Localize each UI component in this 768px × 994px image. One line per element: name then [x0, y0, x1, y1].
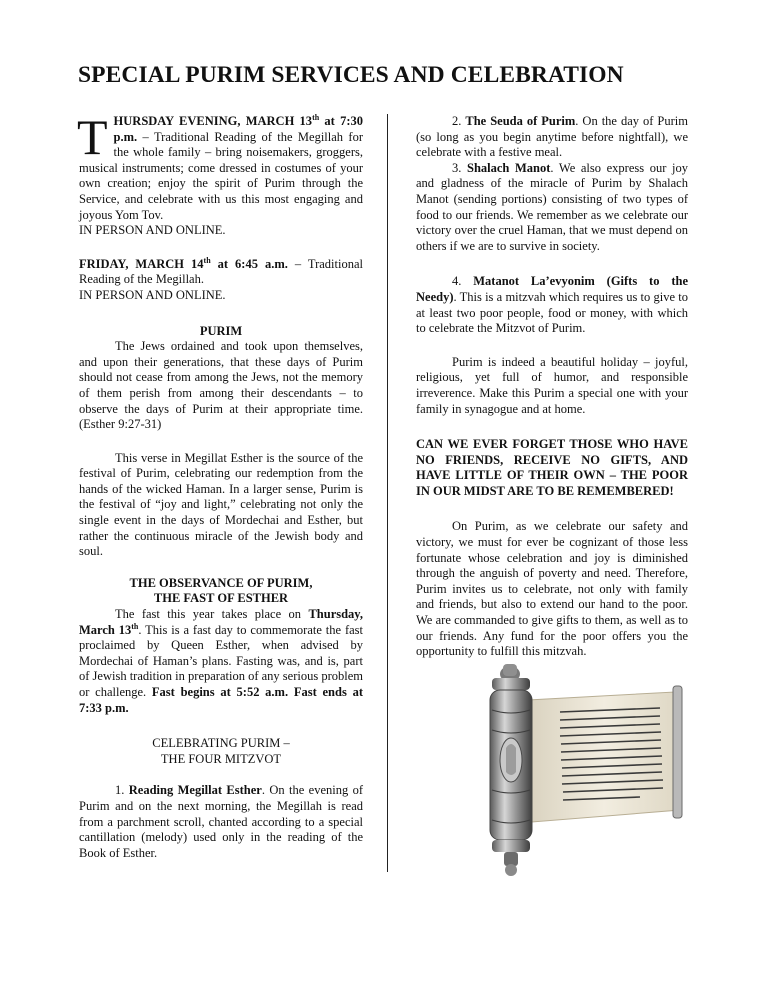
left-column	[77, 109, 364, 861]
friday-note: IN PERSON AND ONLINE.	[79, 287, 226, 302]
celebrating-heading-line2: THE FOUR MITZVOT	[160, 751, 282, 766]
fast-times: Fast begins at 5:52 a.m. Fast ends at 7:33 p.m.	[79, 685, 363, 715]
fast-paragraph	[79, 607, 363, 716]
fast-intro: The fast this year takes place on	[115, 607, 309, 622]
celebrating-heading-line1: CELEBRATING PURIM –	[152, 736, 290, 751]
friday-service-paragraph	[79, 257, 363, 288]
mitzvah-4-text: . This is a mitzvah which requires us to give to at least two poor people, food or money, with which to celebrate the Mitzvot of Purim.	[416, 289, 688, 336]
observance-heading-line2: THE FAST OF ESTHER	[153, 591, 289, 606]
purim-heading: PURIM	[199, 323, 243, 338]
mitzvah-1-number: 1.	[115, 783, 129, 798]
mitzvah-2-paragraph	[416, 114, 688, 161]
mitzvah-1-paragraph	[79, 783, 363, 861]
thursday-description: – Traditional Reading of the Megillah for the whole family – bring noisemakers, groggers, musical instruments; come dressed in costumes of your own creation; enjoy the spirit of Purim through the Service, and celebrate with us this most engaging and joyous Yom Tov.	[79, 129, 363, 222]
fast-date-suffix: th	[131, 621, 139, 631]
mitzvah-1-title: Reading Megillat Esther	[128, 783, 262, 798]
friday-date-suffix: th	[203, 255, 211, 265]
mitzvah-4-number: 4.	[452, 274, 474, 289]
drop-cap: T	[77, 109, 108, 165]
thursday-time: at 7:30 p.m.	[113, 114, 364, 144]
scroll-case	[490, 664, 532, 876]
mitzvah-2-text: . On the day of Purim (so long as you begin anytime before nightfall), we celebrate with a festive meal.	[416, 114, 688, 160]
mitzvah-2-title: The Seuda of Purim	[465, 114, 576, 128]
parchment-sheet	[528, 692, 680, 822]
page-title: SPECIAL PURIM SERVICES AND CELEBRATION	[78, 62, 624, 88]
thursday-service-paragraph	[77, 109, 364, 223]
closing-paragraph: On Purim, as we celebrate our safety and victory, we must for ever be cognizant of those less fortunate whose celebration and joy is diminished through the anguish of poverty and need. Therefore, Purim invites us to celebrate, not only with family and friends, but also to extend our hand to the poor. We are commanded to give gifts to them, as well as to our friends. Any fund for the poor offers you the opportunity to fulfill this mitzvah.	[416, 519, 688, 659]
thursday-date-suffix: th	[312, 112, 320, 122]
thursday-date: HURSDAY EVENING, MARCH 13	[113, 114, 313, 128]
thursday-note: IN PERSON AND ONLINE.	[79, 223, 226, 238]
scroll-rod	[673, 686, 682, 818]
friday-date: FRIDAY, MARCH 14	[79, 256, 204, 271]
mitzvah-3-text: . We also express our joy and gladness of the miracle of Purim by Shalach Manot (sending portions) consisting of two types of food to our friends. We remember as we celebrate our victory over the cruel Haman, that we must depend on others if we are to survive in society.	[416, 160, 688, 253]
mitzvah-2-number: 2.	[452, 114, 466, 128]
fast-description: . This is a fast day to commemorate the fast proclaimed by Queen Esther, when advised by Mordechai of Haman’s plans. Fasting was, and is, part of Jewish tradition in preparation of any serious problem or challenge.	[79, 622, 363, 699]
holiday-paragraph: Purim is indeed a beautiful holiday – joyful, religious, yet full of humor, and responsible irreverence. Make this Purim a special one with your family in synagogue and at home.	[416, 354, 688, 416]
fast-date: Thursday, March 13	[79, 607, 363, 637]
friday-time: at 6:45 a.m.	[210, 256, 288, 271]
mitzvah-3-title: Shalach Manot	[467, 160, 551, 175]
observance-heading-line1: THE OBSERVANCE OF PURIM,	[129, 575, 313, 590]
mitzvah-4-title: Matanot La’evyonim (Gifts to the Needy)	[416, 274, 688, 304]
column-divider	[387, 114, 388, 872]
mitzvah-4-paragraph	[416, 274, 688, 336]
mitzvah-1-text: . On the evening of Purim and on the next morning, the Megillah is read from a parchment scroll, chanted according to a special cantillation (melody) used only in the reading of the Book of Esther.	[79, 783, 364, 860]
purim-verse: The Jews ordained and took upon themselves, and upon their generations, that these days of Purim should not cease from among the Jews, not the memory of them perish from among their descendants – to observe the days of Purim at their appropriate time. (Esther 9:27-31)	[79, 339, 363, 432]
right-column	[416, 114, 688, 660]
mitzvah-3-paragraph	[416, 161, 688, 255]
poor-callout: CAN WE EVER FORGET THOSE WHO HAVE NO FRIENDS, RECEIVE NO GIFTS, AND HAVE LITTLE OF THEIR OWN – THE POOR IN OUR MIDST ARE TO BE REMEMBERED!	[416, 437, 688, 498]
friday-description: – Traditional Reading of the Megillah.	[79, 256, 363, 287]
mitzvah-3-number: 3.	[452, 160, 467, 175]
verse-explanation: This verse in Megillat Esther is the source of the festival of Purim, celebrating our redemption from the hands of the wicked Haman. In a larger sense, Purim is the festival of “joy and light,” celebrating not only the single event in the days of Mordechai and Esther, but rather the continuous miracle of the Jewish body and soul.	[79, 450, 363, 559]
megillah-scroll-icon	[470, 660, 700, 880]
